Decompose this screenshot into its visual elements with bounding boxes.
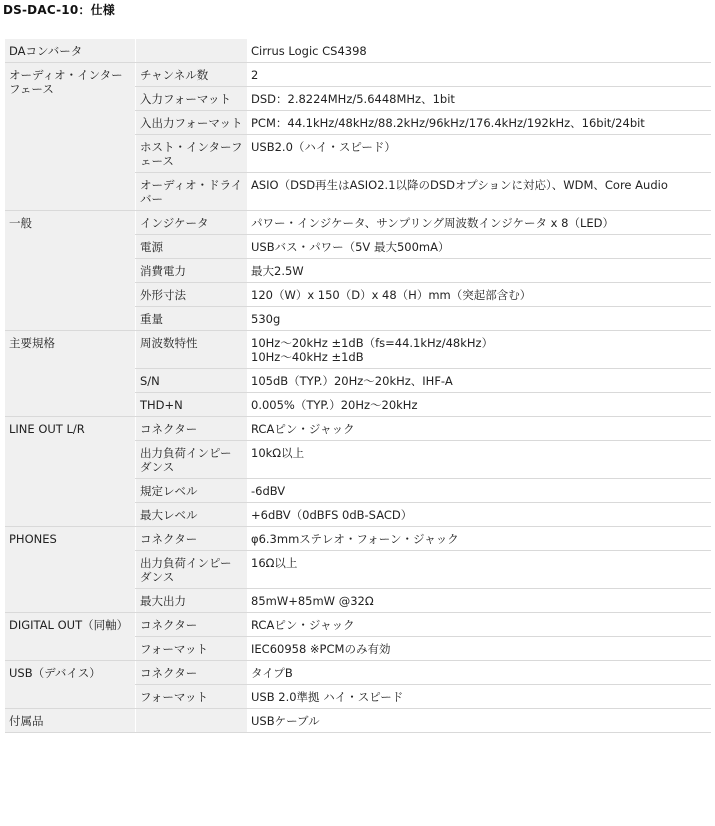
value-cell: 105dB（TYP.）20Hz～20kHz、IHF-A [247, 369, 711, 393]
item-cell: コネクター [136, 613, 248, 637]
page-title: DS-DAC-10：仕様 [3, 3, 115, 17]
category-cell: DAコンバータ [5, 39, 136, 63]
table-row [5, 709, 711, 733]
value-cell: ASIO（DSD再生はASIO2.1以降のDSDオプションに対応）、WDM、Core Audio [247, 173, 711, 211]
category-cell: 主要規格 [5, 331, 136, 417]
item-cell: 出力負荷インピーダンス [136, 551, 248, 589]
category-cell: DIGITAL OUT（同軸） [5, 613, 136, 661]
item-cell: フォーマット [136, 637, 248, 661]
value-cell [247, 331, 711, 369]
table-row [5, 39, 711, 63]
category-cell: USB（デバイス） [5, 661, 136, 709]
value-cell: 10kΩ以上 [247, 441, 711, 479]
value-line: 10Hz～20kHz ±1dB（fs=44.1kHz/48kHz） [251, 336, 494, 350]
item-cell: チャンネル数 [136, 63, 248, 87]
category-cell: 一般 [5, 211, 136, 331]
item-cell [136, 39, 248, 63]
value-cell: PCM：44.1kHz/48kHz/88.2kHz/96kHz/176.4kHz/192kHz、16bit/24bit [247, 111, 711, 135]
item-cell: 最大レベル [136, 503, 248, 527]
table-row [5, 331, 711, 369]
value-cell: -6dBV [247, 479, 711, 503]
item-cell: 入出力フォーマット [136, 111, 248, 135]
category-cell: PHONES [5, 527, 136, 613]
value-cell: 120（W）x 150（D）x 48（H）mm（突起部含む） [247, 283, 711, 307]
item-cell [136, 709, 248, 733]
item-cell: 最大出力 [136, 589, 248, 613]
table-row [5, 613, 711, 637]
item-cell: 重量 [136, 307, 248, 331]
value-cell: USBバス・パワー（5V 最大500mA） [247, 235, 711, 259]
value-cell: 最大2.5W [247, 259, 711, 283]
item-cell: コネクター [136, 661, 248, 685]
value-cell: USB2.0（ハイ・スピード） [247, 135, 711, 173]
value-cell: +6dBV（0dBFS 0dB-SACD） [247, 503, 711, 527]
table-row [5, 661, 711, 685]
value-line: 10Hz～40kHz ±1dB [251, 350, 364, 364]
value-cell: 530g [247, 307, 711, 331]
value-cell: RCAピン・ジャック [247, 417, 711, 441]
value-cell: 0.005%（TYP.）20Hz～20kHz [247, 393, 711, 417]
item-cell: THD+N [136, 393, 248, 417]
value-cell: RCAピン・ジャック [247, 613, 711, 637]
value-cell: タイプB [247, 661, 711, 685]
item-cell: ホスト・インターフェース [136, 135, 248, 173]
table-row [5, 417, 711, 441]
item-cell: オーディオ・ドライバー [136, 173, 248, 211]
item-cell: 外形寸法 [136, 283, 248, 307]
value-cell: 2 [247, 63, 711, 87]
value-cell: 85mW+85mW @32Ω [247, 589, 711, 613]
item-cell: 電源 [136, 235, 248, 259]
item-cell: コネクター [136, 527, 248, 551]
item-cell: 規定レベル [136, 479, 248, 503]
item-cell: S/N [136, 369, 248, 393]
value-cell: Cirrus Logic CS4398 [247, 39, 711, 63]
item-cell: 消費電力 [136, 259, 248, 283]
value-cell: USB 2.0準拠 ハイ・スピード [247, 685, 711, 709]
table-row [5, 211, 711, 235]
category-cell: 付属品 [5, 709, 136, 733]
value-cell: φ6.3mmステレオ・フォーン・ジャック [247, 527, 711, 551]
item-cell: コネクター [136, 417, 248, 441]
spec-table [5, 39, 711, 733]
table-row [5, 63, 711, 87]
category-cell: オーディオ・インターフェース [5, 63, 136, 211]
value-cell: IEC60958 ※PCMのみ有効 [247, 637, 711, 661]
table-row [5, 527, 711, 551]
category-cell: LINE OUT L/R [5, 417, 136, 527]
item-cell: インジケータ [136, 211, 248, 235]
value-cell: 16Ω以上 [247, 551, 711, 589]
item-cell: 出力負荷インピーダンス [136, 441, 248, 479]
item-cell: 入力フォーマット [136, 87, 248, 111]
value-cell: USBケーブル [247, 709, 711, 733]
value-cell: パワー・インジケータ、サンプリング周波数インジケータ x 8（LED） [247, 211, 711, 235]
item-cell: 周波数特性 [136, 331, 248, 369]
value-cell: DSD：2.8224MHz/5.6448MHz、1bit [247, 87, 711, 111]
item-cell: フォーマット [136, 685, 248, 709]
